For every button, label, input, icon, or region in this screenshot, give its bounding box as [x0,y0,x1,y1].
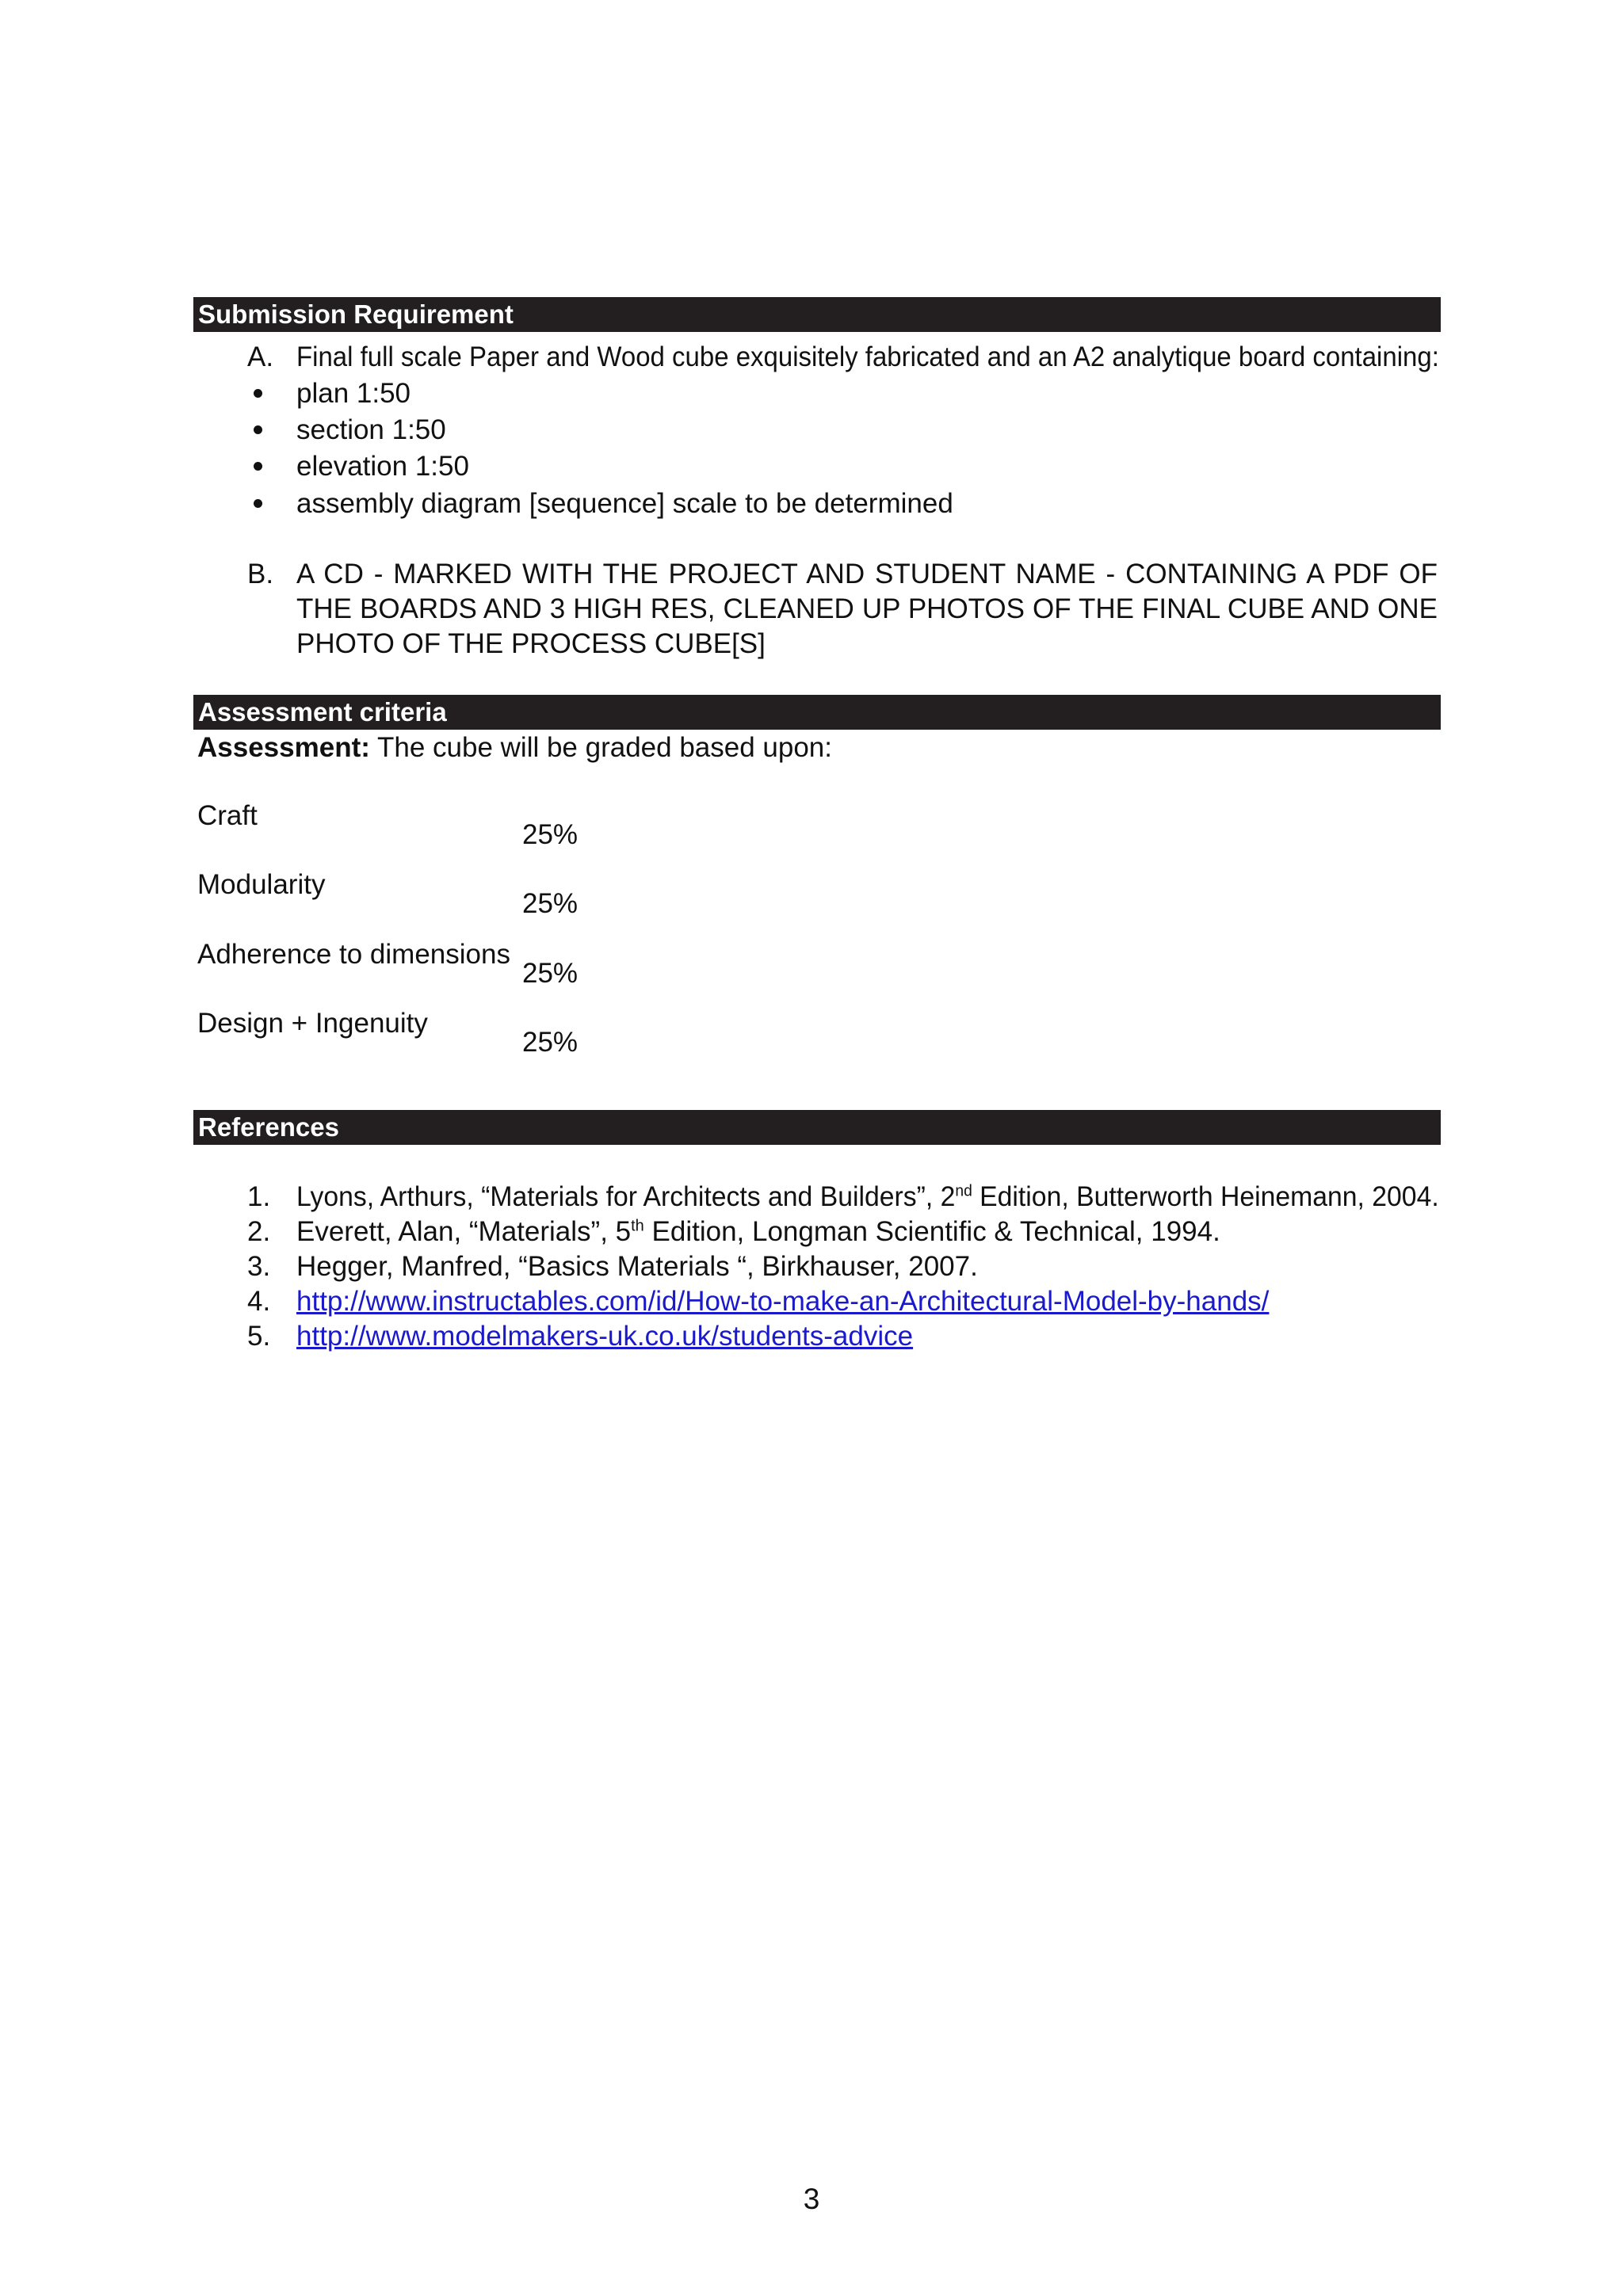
criterion-name: Modularity [197,869,326,900]
bullet-dot [254,499,262,508]
reference-number: 5. [247,1321,271,1352]
bullet-dot [254,462,262,471]
criterion-weight: 25% [522,819,579,850]
assessment-intro [197,730,832,765]
references-heading: References [193,1110,1441,1145]
submission-heading: Submission Requirement [193,297,1441,332]
reference-text: Lyons, Arthurs, “Materials for Architects and Builders”, 2 [296,1181,956,1212]
assessment-heading: Assessment criteria [193,695,1441,730]
criterion-weight: 25% [522,958,579,989]
criterion-name: Craft [197,800,258,831]
bullet-item: elevation 1:50 [296,451,469,482]
reference-number: 3. [247,1251,271,1282]
bullet-item: assembly diagram [sequence] scale to be determined [296,488,953,519]
assessment-intro-text: The cube will be graded based upon: [369,732,832,763]
item-a-text: Final full scale Paper and Wood cube exquisitely fabricated and an A2 analytique board containing: [296,341,1439,372]
reference-number: 2. [247,1216,271,1247]
reference-number: 1. [247,1181,271,1212]
bullet-dot [254,389,262,398]
item-a-marker: A. [247,341,274,372]
reference-link[interactable]: http://www.modelmakers-uk.co.uk/students-advice [296,1321,914,1352]
reference-item [296,1215,1220,1249]
reference-superscript: th [631,1217,644,1235]
item-b-text: A CD - MARKED WITH THE PROJECT AND STUDENT NAME - CONTAINING A PDF OF THE BOARDS AND 3 HIGH RES, CLEANED UP PHOTOS OF THE FINAL CUBE AND ONE PHOTO OF THE PROCESS CUBE[S] [296,559,1438,659]
criterion-name: Design + Ingenuity [197,1008,428,1039]
item-b-marker: B. [247,559,274,589]
reference-text: Everett, Alan, “Materials”, 5 [296,1216,632,1247]
criterion-weight: 25% [522,888,579,919]
reference-superscript: nd [955,1182,972,1200]
bullet-item: section 1:50 [296,414,446,445]
reference-text: Edition, Longman Scientific & Technical, 1994. [643,1216,1220,1247]
bullet-dot [254,425,262,434]
page-number: 3 [803,2183,820,2215]
reference-text: Edition, Butterworth Heinemann, 2004. [972,1181,1439,1212]
reference-item [296,1180,1439,1215]
reference-link[interactable]: http://www.instructables.com/id/How-to-make-an-Architectural-Model-by-hands/ [296,1286,1270,1317]
reference-number: 4. [247,1286,271,1317]
criterion-weight: 25% [522,1027,579,1058]
criterion-name: Adherence to dimensions [197,939,510,970]
assessment-intro-label: Assessment: [197,732,370,763]
reference-item: Hegger, Manfred, “Basics Materials “, Birkhauser, 2007. [296,1251,978,1282]
bullet-item: plan 1:50 [296,378,411,409]
